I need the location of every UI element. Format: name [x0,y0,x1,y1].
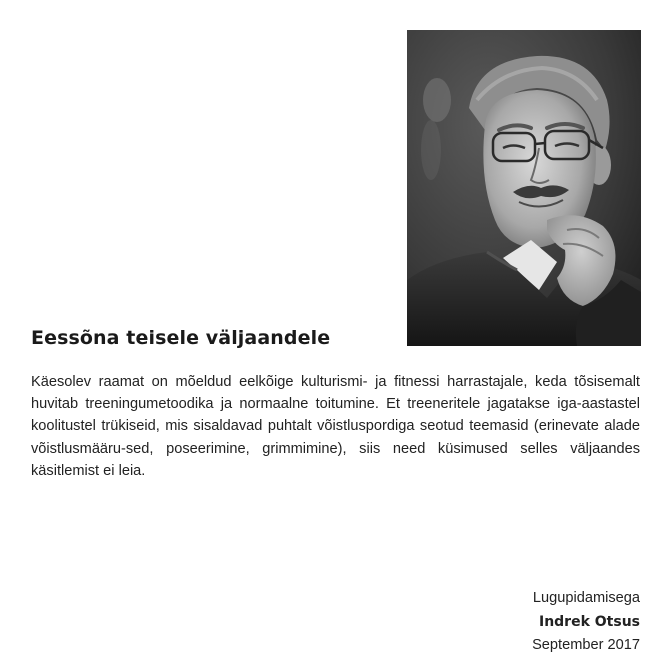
signature-date: September 2017 [532,637,640,653]
signature-closing: Lugupidamisega [532,590,640,606]
preface-paragraph: Käesolev raamat on mõeldud eelkõige kulturismi- ja fitnessi harrastajale, keda tõsisemalt huvitab treeningumetoodika ja normaalne toitumine. Et treeneritele jagatakse iga-aastastel koolitustel trükiseid, mis sisaldavad puhtalt võistluspordiga seotud teemasid (erinevate alade võistlusmääru-sed, poseerimine, grimmimine), siis need küsimused selles väljaandes käsitlemist ei leia. [31,374,640,479]
section-heading: Eessõna teisele väljaandele [31,327,331,349]
author-portrait-photo [407,30,641,346]
signature-author-name: Indrek Otsus [538,613,640,630]
signature-block [532,587,640,658]
